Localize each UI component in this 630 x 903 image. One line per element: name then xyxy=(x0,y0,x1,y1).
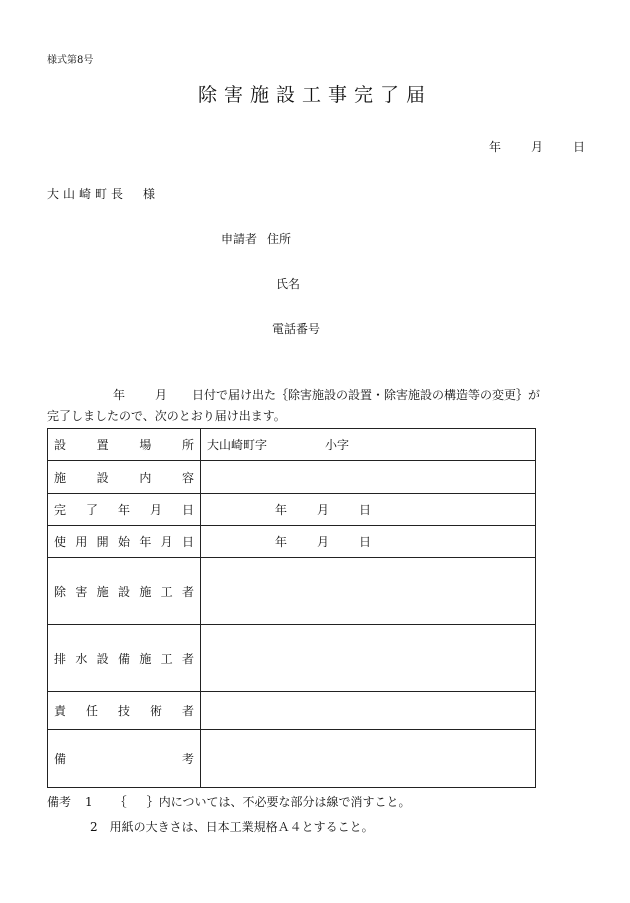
label-char: 設 xyxy=(117,584,130,599)
label-char: 術 xyxy=(149,704,162,718)
table-row-treatment-contractor xyxy=(48,558,536,625)
label-char: 月 xyxy=(149,503,162,517)
row-label-text xyxy=(54,533,194,550)
note-1-text: 内については、不必要な部分は線で消すこと。 xyxy=(158,795,411,809)
note-2-number: 2 xyxy=(90,820,98,834)
date-month-label: 月 xyxy=(317,535,330,549)
label-char: 者 xyxy=(181,651,194,666)
label-char: 責 xyxy=(54,704,67,718)
label-char: 施 xyxy=(96,584,109,599)
label-char: 日 xyxy=(181,503,194,517)
row-label-text xyxy=(54,650,194,667)
applicant-label: 申請者 xyxy=(221,232,258,246)
label-char: 日 xyxy=(181,535,194,549)
label-char: 施 xyxy=(54,470,67,485)
body-month-label: 月 xyxy=(155,388,168,402)
submission-date xyxy=(489,138,585,155)
row-label-text xyxy=(54,583,194,600)
completion-form-table xyxy=(47,428,536,788)
date-year-label: 年 xyxy=(275,503,288,517)
row-value-remarks[interactable] xyxy=(201,730,536,788)
table-row-location xyxy=(48,429,536,461)
label-char: 開 xyxy=(96,535,109,549)
note-1-close-brace: ｝ xyxy=(146,795,159,809)
notes-heading: 備考 xyxy=(47,795,72,809)
row-value-treatment-contractor[interactable] xyxy=(201,558,536,625)
date-day-label: 日 xyxy=(359,535,372,549)
label-char: 施 xyxy=(139,584,152,599)
label-char: 設 xyxy=(54,438,67,452)
row-label-location xyxy=(48,429,201,461)
row-label-completion-date xyxy=(48,494,201,526)
row-label-text xyxy=(54,750,194,767)
location-subarea: 小字 xyxy=(325,438,350,452)
row-value-drainage-contractor[interactable] xyxy=(201,625,536,692)
label-char: 水 xyxy=(75,651,88,666)
row-label-responsible-engineer xyxy=(48,692,201,730)
label-char: 設 xyxy=(96,470,109,485)
row-value-completion-date[interactable] xyxy=(201,494,536,526)
label-char: 備 xyxy=(117,651,130,666)
body-year-label: 年 xyxy=(113,388,126,402)
note-1-open-brace: ｛ xyxy=(114,795,127,809)
row-label-text xyxy=(54,501,194,518)
row-label-text xyxy=(54,469,194,486)
label-char: 考 xyxy=(181,752,194,766)
label-char: 始 xyxy=(117,535,130,549)
label-char: 容 xyxy=(181,470,194,485)
label-char: 用 xyxy=(75,535,88,549)
label-char: 月 xyxy=(160,535,173,549)
label-char: 完 xyxy=(54,503,67,517)
row-value-facility-content[interactable] xyxy=(201,461,536,494)
label-char: 設 xyxy=(96,651,109,666)
table-row-facility-content xyxy=(48,461,536,494)
row-label-text xyxy=(54,436,194,453)
row-label-text xyxy=(54,702,194,719)
table-row-remarks xyxy=(48,730,536,788)
table-row-usage-start-date xyxy=(48,526,536,558)
document-title: 除害施設工事完了届 xyxy=(197,84,432,106)
date-day-label: 日 xyxy=(359,503,372,517)
label-char: 所 xyxy=(181,438,194,452)
row-label-drainage-contractor xyxy=(48,625,201,692)
date-month-label: 月 xyxy=(317,503,330,517)
label-char: 除 xyxy=(54,584,67,599)
label-char: 場 xyxy=(139,438,152,452)
applicant-name-label: 氏名 xyxy=(276,277,301,291)
label-char: 排 xyxy=(54,651,67,666)
body-text-line1 xyxy=(47,386,540,403)
note-1-number: 1 xyxy=(85,795,93,809)
label-char: 了 xyxy=(85,503,98,517)
date-year-label: 年 xyxy=(275,535,288,549)
label-char: 者 xyxy=(181,704,194,718)
body-text-line2: 完了しましたので、次のとおり届け出ます。 xyxy=(47,409,286,423)
form-number: 様式第8号 xyxy=(47,55,94,66)
label-char: 置 xyxy=(96,438,109,452)
table-row-responsible-engineer xyxy=(48,692,536,730)
applicant-address-line xyxy=(221,230,291,247)
row-label-remarks xyxy=(48,730,201,788)
location-prefix: 大山崎町字 xyxy=(207,438,268,452)
applicant-phone-label: 電話番号 xyxy=(272,322,321,336)
row-label-treatment-contractor xyxy=(48,558,201,625)
row-value-location[interactable] xyxy=(201,429,536,461)
label-char: 者 xyxy=(181,584,194,599)
table-row-drainage-contractor xyxy=(48,625,536,692)
label-char: 技 xyxy=(117,704,130,718)
label-char: 害 xyxy=(75,584,88,599)
addressee: 大山崎町長 様 xyxy=(47,187,160,201)
row-value-responsible-engineer[interactable] xyxy=(201,692,536,730)
note-1 xyxy=(47,793,410,810)
label-char: 年 xyxy=(117,503,130,517)
label-char: 工 xyxy=(160,584,173,599)
label-char: 備 xyxy=(54,752,67,766)
row-label-facility-content xyxy=(48,461,201,494)
address-label: 住所 xyxy=(267,232,292,246)
row-value-usage-start-date[interactable] xyxy=(201,526,536,558)
label-char: 内 xyxy=(139,470,152,485)
date-month-label: 月 xyxy=(531,140,544,154)
row-label-usage-start-date xyxy=(48,526,201,558)
note-2 xyxy=(90,818,374,835)
label-char: 年 xyxy=(139,535,152,549)
body-line1-text: 日付で届け出た｛除害施設の設置・除害施設の構造等の変更｝が xyxy=(192,388,541,402)
note-2-text: 用紙の大きさは、日本工業規格Ａ４とすること。 xyxy=(109,820,374,834)
label-char: 任 xyxy=(85,704,98,718)
date-year-label: 年 xyxy=(489,140,502,154)
label-char: 工 xyxy=(160,651,173,666)
label-char: 施 xyxy=(139,651,152,666)
label-char: 使 xyxy=(54,535,67,549)
date-day-label: 日 xyxy=(573,140,586,154)
table-row-completion-date xyxy=(48,494,536,526)
